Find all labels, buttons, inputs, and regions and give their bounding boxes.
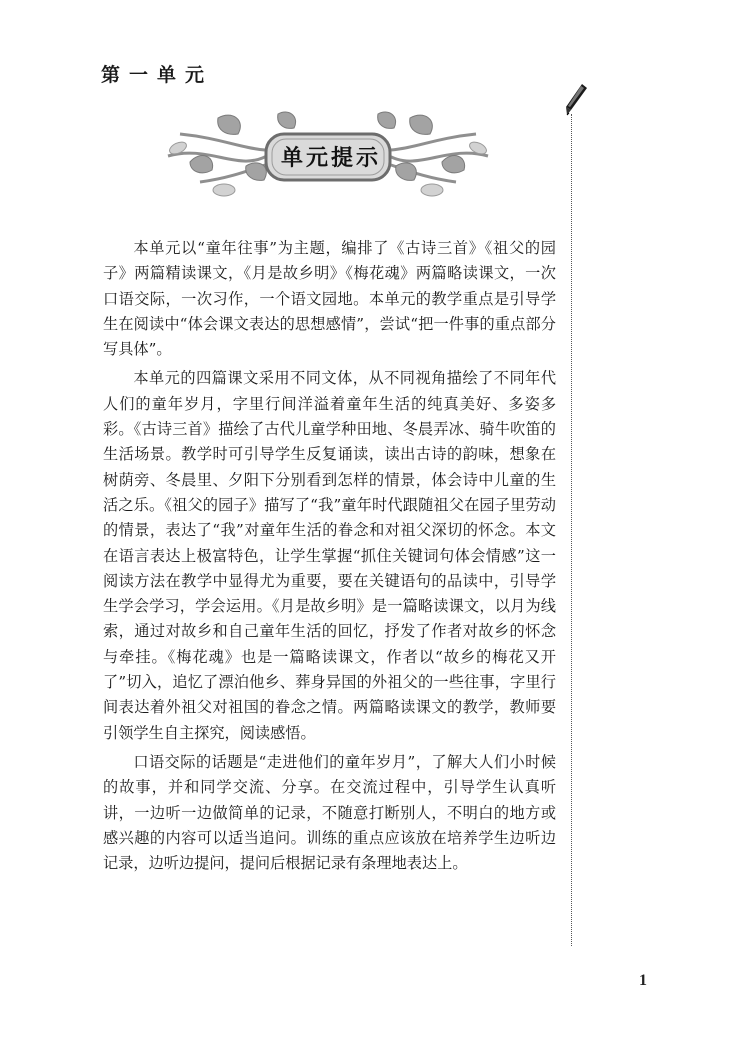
body-text	[103, 236, 556, 880]
margin-dotted-rule	[571, 114, 572, 946]
page-number: 1	[639, 972, 647, 989]
paragraph: 口语交际的话题是“走进他们的童年岁月”，了解大人们小时候的故事，并和同学交流、分享。在交流过程中，引导学生认真听讲，一边听一边做简单的记录，不随意打断别人，不明白的地方或感兴趣的内容可以适当追问。训练的重点应该放在培养学生边听边记录，边听边提问，提问后根据记录有条理地表达上。	[103, 752, 556, 873]
paragraph: 本单元的四篇课文采用不同文体，从不同视角描绘了不同年代人们的童年岁月，字里行间洋溢着童年生活的纯真美好、多姿多彩。《古诗三首》描绘了古代儿童学种田地、冬晨弄冰、骑牛吹笛的生活场景。教学时可引导学生反复诵读，读出古诗的韵味，想象在树荫旁、冬晨里、夕阳下分别看到怎样的情景，体会诗中儿童的生活之乐。《祖父的园子》描写了“我”童年时代跟随祖父在园子里劳动的情景，表达了“我”对童年生活的眷念和对祖父深切的怀念。本文在语言表达上极富特色，让学生掌握“抓住关键词句体会情感”这一阅读方法在教学中显得尤为重要，要在关键语句的品读中，引导学生学会学习，学会运用。《月是故乡明》是一篇略读课文，以月为线索，通过对故乡和自己童年生活的回忆，抒发了作者对故乡的怀念与牵挂。《梅花魂》也是一篇略读课文，作者以“故乡的梅花又开了”切入，追忆了漂泊他乡、葬身异国的外祖父的一些往事，字里行间表达着外祖父对祖国的眷念之情。两篇略读课文的教学，教师要引领学生自主探究，阅读感悟。	[103, 369, 556, 742]
unit-title: 第一单元	[101, 64, 214, 86]
pen-icon	[562, 82, 588, 118]
paragraph: 本单元以“童年往事”为主题，编排了《古诗三首》《祖父的园子》两篇精读课文，《月是故乡明》《梅花魂》两篇略读课文，一次口语交际，一次习作，一个语文园地。本单元的教学重点是引导学生在阅读中“体会课文表达的思想感情”，尝试“把一件事的重点部分写具体”。	[103, 239, 556, 359]
banner-title: 单元提示	[280, 146, 381, 171]
